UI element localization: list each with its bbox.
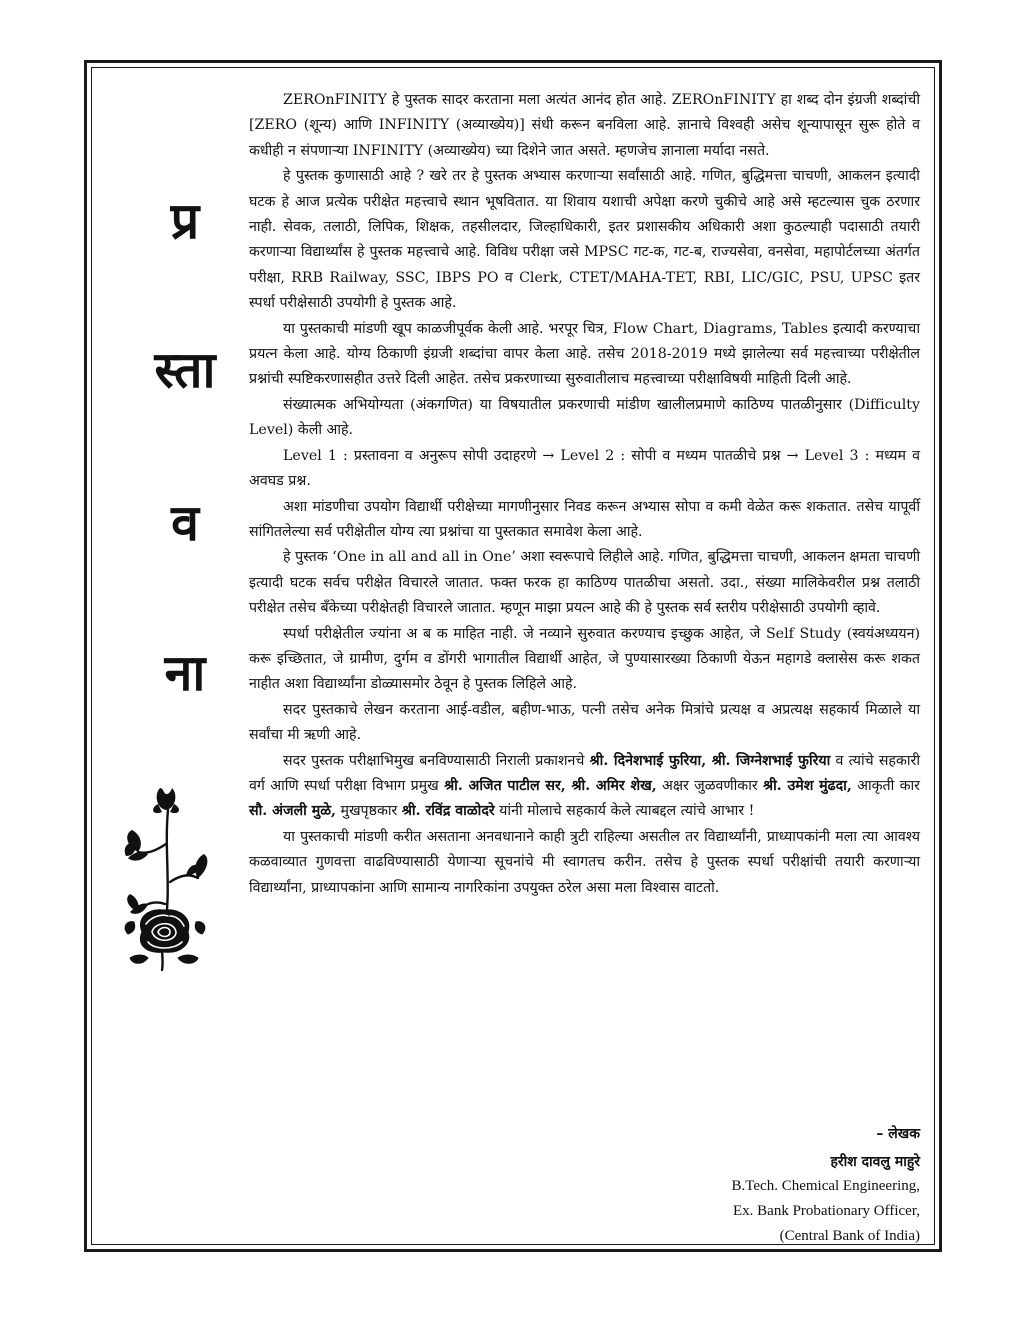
paragraph-text: हे पुस्तक कुणासाठी आहे ? खरे तर हे पुस्तक अभ्यास करणाऱ्या सर्वांसाठी आहे. गणित, बुद्धिमत्ता चाचणी, आकलन इत्यादी घटक हे आज प्रत्येक परीक्षेत महत्त्वाचे स्थान भूषवितात. या शिवाय यशाची अपेक्षा करणे चुकीचे आहे असे म्हटल्यास चुक ठरणार नाही. सेवक, तलाठी, लिपिक, शिक्षक, तहसीलदार, जिल्हाधिकारी, इतर प्रशासकीय अधिकारी अशा कुठल्याही पदासाठी तयारी करणाऱ्या विद्यार्थ्यांस हे पुस्तक महत्त्वाचे आहे. विविध परीक्षा जसे MPSC गट-क, गट-ब, राज्यसेवा, वनसेवा, महापोर्टलच्या अंतर्गत परीक्षा, RRB Railway, SSC, IBPS PO व Clerk, CTET/MAHA-TET, RBI, LIC/GIC, PSU, UPSC इतर स्पर्धा परीक्षेसाठी उपयोगी हे पुस्तक आहे.: [249, 168, 920, 312]
preface-paragraph: [249, 495, 920, 546]
author-role-label: – लेखक: [876, 1126, 920, 1142]
author-position: Ex. Bank Probationary Officer,: [733, 1203, 920, 1219]
paragraph-text: अशा मांडणीचा उपयोग विद्यार्थी परीक्षेच्या मागणीनुसार निवड करून अभ्यास सोपा व कमी वेळेत करू शकतात. तसेच यापूर्वी सांगितलेल्या सर्व परीक्षेतील योग्य त्या प्रश्नांचा या पुस्तकात समावेश केला आहे.: [249, 498, 920, 540]
preface-paragraph: [249, 164, 920, 316]
preface-paragraph: [249, 749, 920, 825]
paragraph-text: स्पर्धा परीक्षेतील ज्यांना अ ब क माहित नाही. जे नव्याने सुरुवात करण्याच इच्छुक आहेत, जे Self Study (स्वयंअध्ययन) करू इच्छितात, जे ग्रामीण, दुर्गम व डोंगरी भागातील विद्यार्थी आहेत, जे पुण्यासारख्या ठिकाणी येऊन महागडे क्लासेस करू शकत नाहीत अशा विद्यार्थ्यांना डोळ्यासमोर ठेवून हे पुस्तक लिहिले आहे.: [249, 625, 920, 693]
preface-paragraph: [249, 444, 920, 495]
paragraph-text: व त्यांचे सहकारी वर्ग आणि स्पर्धा परीक्षा विभाग प्रमुख: [249, 752, 920, 794]
highlighted-name: श्री. अजित पाटील सर, श्री. अमिर शेख,: [444, 777, 657, 794]
preface-paragraph: [249, 825, 920, 901]
author-employer: (Central Bank of India): [779, 1228, 920, 1244]
paragraph-text: Level 1 : प्रस्तावना व अनुरूप सोपी उदाहरणे → Level 2 : सोपी व मध्यम पातळीचे प्रश्न → Level 3 : मध्यम व अवघड प्रश्न.: [249, 447, 920, 490]
preface-paragraph: [249, 622, 920, 698]
preface-body: [249, 88, 920, 901]
highlighted-name: सौ. अंजली मुळे,: [249, 803, 336, 820]
side-heading-char-2: स्ता: [154, 341, 216, 399]
paragraph-text: या पुस्तकाची मांडणी करीत असताना अनवधानाने काही त्रुटी राहिल्या असतील तर विद्यार्थ्यांनी, प्राध्यापकांनी मला त्या आवश्य कळवाव्यात गुणवत्ता वाढविण्यासाठी येणाऱ्या सूचनांचे मी स्वागतच करीन. तसेच हे पुस्तक स्पर्धा परीक्षांची तयारी करणाऱ्या विद्यार्थ्यांना, प्राध्यापकांना आणि सामान्य नागरिकांना उपयुक्त ठरेल असा मला विश्वास वाटतो.: [249, 828, 920, 896]
side-heading-char-4: ना: [164, 644, 206, 702]
paragraph-text: हे पुस्तक ‘One in all and all in One’ अशा स्वरूपाचे लिहीले आहे. गणित, बुद्धिमत्ता चाचणी, आकलन क्षमता चाचणी इत्यादी घटक सर्वच परीक्षेत विचारले जातात. फक्त फरक हा काठिण्य पातळीचा असतो. उदा., संख्या मालिकेवरील प्रश्न तलाठी परीक्षेत तसेच बँकेच्या परीक्षेतही विचारले जातात. म्हणून माझा प्रयत्न आहे की हे पुस्तक सर्व स्तरीय परीक्षेसाठी उपयोगी व्हावे.: [249, 549, 920, 617]
preface-paragraph: [249, 88, 920, 164]
paragraph-text: संख्यात्मक अभियोग्यता (अंकगणित) या विषयातील प्रकरणाची मांडीण खालीलप्रमाणे काठिण्य पातळीनुसार (Difficulty Level) केली आहे.: [249, 396, 920, 439]
author-name: हरीश दावलु माहुरे: [830, 1154, 920, 1170]
paragraph-text: यांनी मोलाचे सहकार्य केले त्याबद्दल त्यांचे आभार !: [494, 803, 755, 820]
paragraph-text: अक्षर जुळवणीकार: [656, 777, 764, 794]
paragraph-text: आकृती कार: [851, 777, 920, 794]
side-heading-char-3: व: [171, 494, 199, 552]
paragraph-text: सदर पुस्तकाचे लेखन करताना आई-वडील, बहीण-भाऊ, पत्नी तसेच अनेक मित्रांचे प्रत्यक्ष व अप्रत्यक्ष सहकार्य मिळाले या सर्वांचा मी ऋणी आहे.: [249, 701, 920, 744]
rose-illustration-icon: [118, 782, 212, 978]
highlighted-name: श्री. उमेश मुंढदा,: [763, 777, 852, 794]
preface-paragraph: [249, 393, 920, 444]
paragraph-text: मुखपृष्ठकार: [335, 803, 402, 820]
paragraph-text: सदर पुस्तक परीक्षाभिमुख बनविण्यासाठी निराली प्रकाशनचे: [283, 752, 590, 769]
preface-paragraph: [249, 545, 920, 621]
side-heading-char-1: प्र: [170, 192, 200, 250]
paragraph-text: या पुस्तकाची मांडणी खूप काळजीपूर्वक केली आहे. भरपूर चित्र, Flow Chart, Diagrams, Tables इत्यादी करण्याचा प्रयत्न केला आहे. योग्य ठिकाणी इंग्रजी शब्दांचा वापर केला आहे. तसेच 2018-2019 मध्ये झालेल्या सर्व महत्त्वाच्या परीक्षेतील प्रश्नांची स्पष्टिकरणासहीत उत्तरे दिली आहेत. तसेच प्रकरणाच्या सुरुवातीलाच महत्त्वाच्या परीक्षाविषयी माहिती दिली आहे.: [249, 320, 920, 388]
author-qualification: B.Tech. Chemical Engineering,: [731, 1178, 920, 1194]
highlighted-name: श्री. दिनेशभाई फुरिया, श्री. जिग्नेशभाई फुरिया: [589, 752, 831, 769]
preface-paragraph: [249, 698, 920, 749]
preface-paragraph: [249, 317, 920, 393]
paragraph-text: ZEROnFINITY हे पुस्तक सादर करताना मला अत्यंत आनंद होत आहे. ZEROnFINITY हा शब्द दोन इंग्रजी शब्दांची [ZERO (शून्य) आणि INFINITY (अव्याख्येय)] संधी करून बनविला आहे. ज्ञानाचे विश्वही असेच शून्यापासून सुरू होते व कधीही न संपणाऱ्या INFINITY (अव्याख्येय) च्या दिशेने जात असते. म्हणजेच ज्ञानाला मर्यादा नसते.: [249, 92, 920, 159]
highlighted-name: श्री. रविंद्र वाळोदरे: [401, 803, 495, 820]
